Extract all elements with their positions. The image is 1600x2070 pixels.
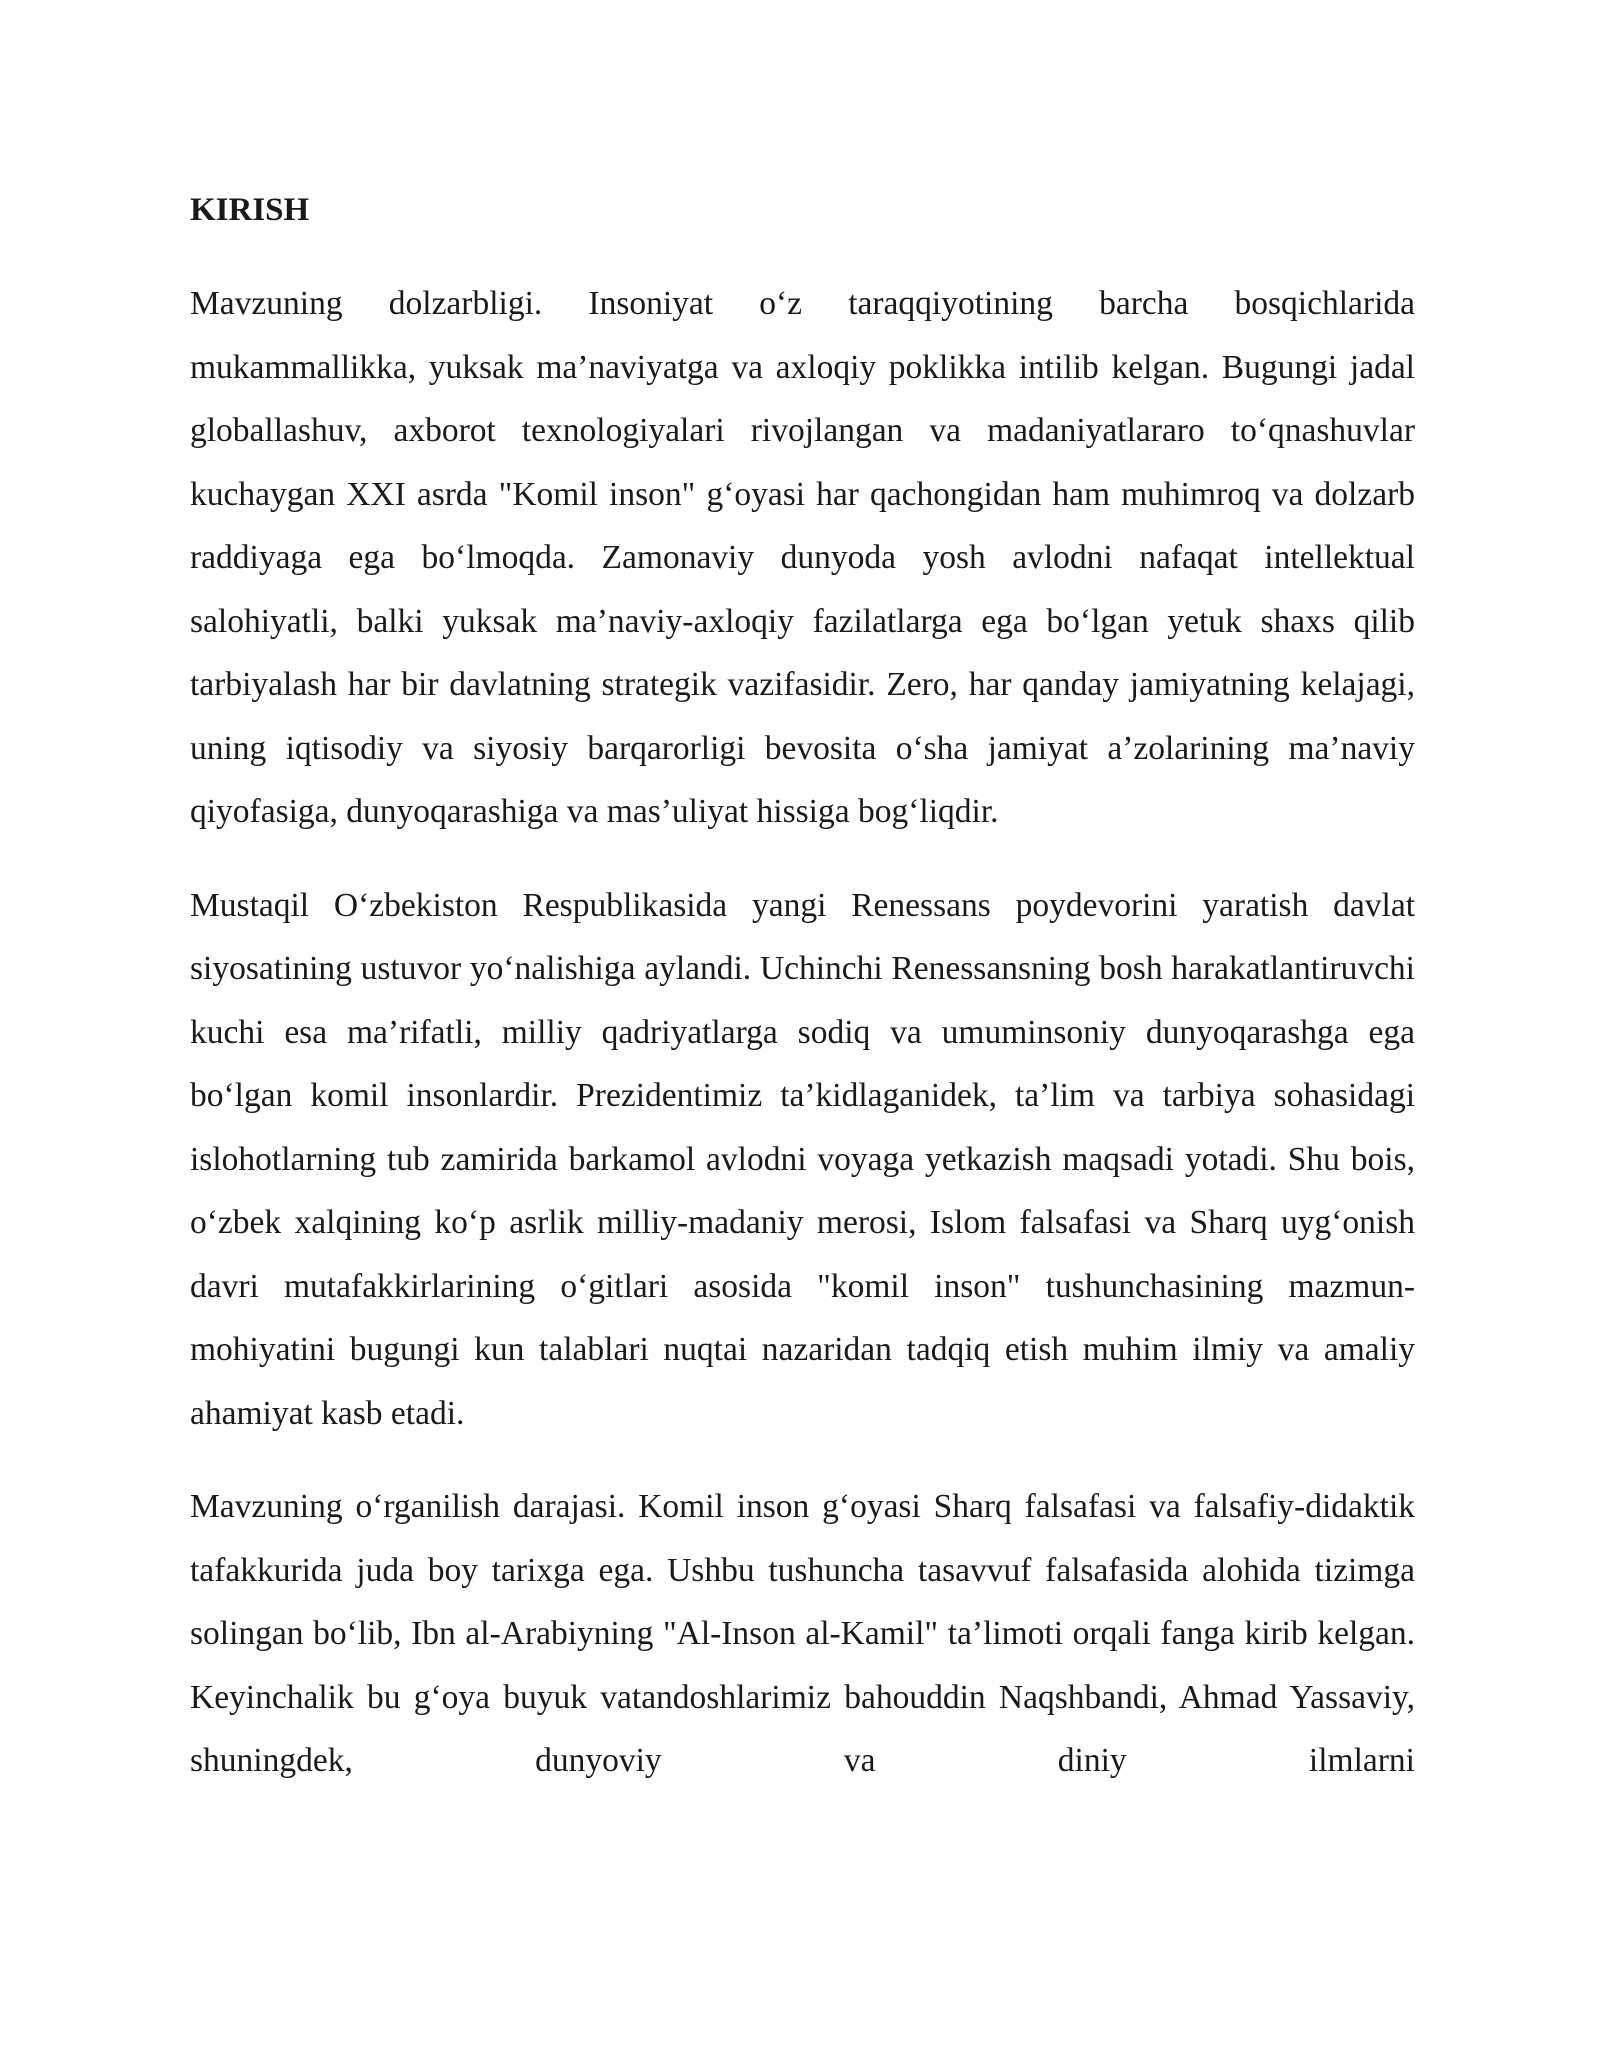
document-body: [190, 186, 1415, 1823]
paragraph-renaissance: Mustaqil O‘zbekiston Respublikasida yangi Renessans poydevorini yaratish davlat siyosatining ustuvor yo‘nalishiga aylandi. Uchinchi Renessansning bosh harakatlantiruvchi kuchi esa ma’rifatli, milliy qadriyatlarga sodiq va umuminsoniy dunyoqarashga ega bo‘lgan komil insonlardir. Prezidentimiz ta’kidlaganidek, ta’lim va tarbiya sohasidagi islohotlarning tub zamirida barkamol avlodni voyaga yetkazish maqsadi yotadi. Shu bois, o‘zbek xalqining ko‘p asrlik milliy-madaniy merosi, Islom falsafasi va Sharq uyg‘onish davri mutafakkirlarining o‘gitlari asosida "komil inson" tushunchasining mazmun-mohiyatini bugungi kun talablari nuqtai nazaridan tadqiq etish muhim ilmiy va amaliy ahamiyat kasb etadi.: [190, 886, 1415, 1432]
paragraph-study-level: Mavzuning o‘rganilish darajasi. Komil inson g‘oyasi Sharq falsafasi va falsafiy-didaktik tafakkurida juda boy tarixga ega. Ushbu tushuncha tasavvuf falsafasida alohida tizimga solingan bo‘lib, Ibn al-Arabiyning "Al-Inson al-Kamil" ta’limoti orqali fanga kirib kelgan. Keyinchalik bu g‘oya buyuk vatandoshlarimiz bahouddin Naqshbandi, Ahmad Yassaviy, shuningdek, dunyoviy va diniy ilmlarni: [190, 1488, 1415, 1779]
paragraph-relevance: Mavzuning dolzarbligi. Insoniyat o‘z taraqqiyotining barcha bosqichlarida mukammallikka, yuksak ma’naviyatga va axloqiy poklikka intilib kelgan. Bugungi jadal globallashuv, axborot texnologiyalari rivojlangan va madaniyatlararo to‘qnashuvlar kuchaygan XXI asrda "Komil inson" g‘oyasi har qachongidan ham muhimroq va dolzarb raddiyaga ega bo‘lmoqda. Zamonaviy dunyoda yosh avlodni nafaqat intellektual salohiyatli, balki yuksak ma’naviy-axloqiy fazilatlarga ega bo‘lgan yetuk shaxs qilib tarbiyalash har bir davlatning strategik vazifasidir. Zero, har qanday jamiyatning kelajagi, uning iqtisodiy va siyosiy barqarorligi bevosita o‘sha jamiyat a’zolarining ma’naviy qiyofasiga, dunyoqarashiga va mas’uliyat hissiga bog‘liqdir.: [190, 285, 1415, 830]
section-heading: KIRISH: [190, 192, 310, 228]
